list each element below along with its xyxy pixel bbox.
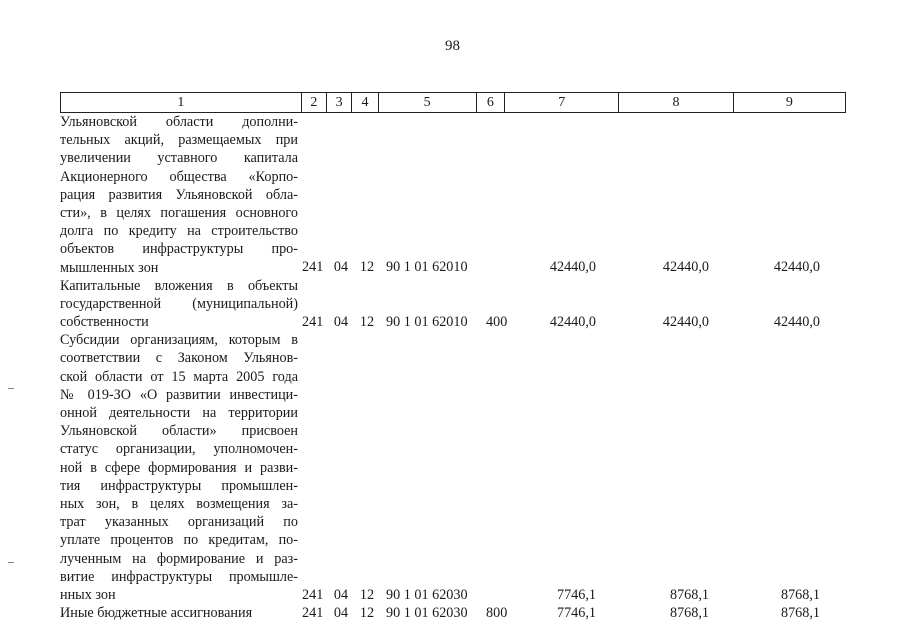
header-col-8: 8	[619, 93, 733, 113]
column-header-table	[60, 92, 846, 113]
budget-rows	[60, 113, 860, 622]
description-line: ной в сфере формирования и разви-	[60, 459, 298, 476]
description-line: трат указанных организаций по	[60, 514, 298, 531]
description-line: Капитальные вложения в объекты	[60, 277, 298, 294]
cell-col-2: 241	[302, 586, 324, 603]
page-number: 98	[445, 38, 460, 54]
description-line: долга по кредиту на строительство	[60, 223, 298, 240]
description-line: собственности	[60, 314, 149, 331]
description-line: витие инфраструктуры промышле-	[60, 568, 298, 585]
cell-col-4: 12	[359, 259, 375, 276]
description-line: соответствии с Законом Ульянов-	[60, 350, 298, 367]
margin-mark	[8, 388, 14, 389]
cell-col-4: 12	[359, 314, 375, 331]
cell-col-2: 241	[302, 605, 324, 622]
description-line: увеличении уставного капитала	[60, 150, 298, 167]
description-line: нных зон	[60, 586, 116, 603]
cell-col-9: 8768,1	[780, 605, 820, 622]
table-row	[60, 604, 860, 622]
row-description	[60, 331, 298, 604]
cell-col-9: 42440,0	[773, 259, 820, 276]
description-line: ных зон, в целях возмещения за-	[60, 495, 298, 512]
cell-col-6: 400	[486, 314, 508, 331]
cell-col-8: 42440,0	[662, 259, 709, 276]
cell-col-7: 42440,0	[549, 259, 596, 276]
header-col-1: 1	[61, 93, 302, 113]
description-line: статус организации, уполномочен-	[60, 441, 298, 458]
description-line: государственной (муниципальной)	[60, 295, 298, 312]
description-line: Ульяновской области дополни-	[60, 114, 298, 130]
description-line: рация развития Ульяновской обла-	[60, 186, 298, 203]
description-line: онной деятельности на территории	[60, 405, 298, 421]
cell-col-7: 42440,0	[549, 314, 596, 331]
cell-col-3: 04	[333, 605, 349, 622]
cell-col-6: 800	[486, 605, 508, 622]
header-col-3: 3	[327, 93, 352, 113]
description-line: мышленных зон	[60, 259, 159, 276]
description-line: тельных акций, размещаемых при	[60, 132, 298, 149]
description-line: Ульяновской области» присвоен	[60, 423, 298, 440]
cell-col-4: 12	[359, 605, 375, 622]
header-col-4: 4	[352, 93, 378, 113]
row-description	[60, 277, 298, 332]
cell-col-3: 04	[333, 586, 349, 603]
header-col-7: 7	[505, 93, 619, 113]
cell-col-5: 90 1 01 62030	[386, 605, 468, 622]
description-line: ской области от 15 марта 2005 года	[60, 368, 298, 385]
cell-col-8: 8768,1	[669, 586, 709, 603]
table-row	[60, 113, 860, 277]
table-row	[60, 277, 860, 332]
description-line: № 019-ЗО «О развитии инвестици-	[60, 386, 298, 403]
row-description	[60, 604, 298, 622]
cell-col-3: 04	[333, 314, 349, 331]
description-line: объектов инфраструктуры про-	[60, 241, 298, 258]
cell-col-3: 04	[333, 259, 349, 276]
description-line: Акционерного общества «Корпо-	[60, 168, 298, 185]
row-description	[60, 113, 298, 277]
description-line: лученным на формирование и раз-	[60, 550, 298, 567]
cell-col-4: 12	[359, 586, 375, 603]
cell-col-2: 241	[302, 259, 324, 276]
header-col-9: 9	[733, 93, 845, 113]
cell-col-9: 42440,0	[773, 314, 820, 331]
table-row	[60, 331, 860, 604]
description-line: сти», в целях погашения основного	[60, 204, 298, 221]
cell-col-8: 8768,1	[669, 605, 709, 622]
description-line: тия инфраструктуры промышлен-	[60, 477, 298, 494]
cell-col-2: 241	[302, 314, 324, 331]
cell-col-5: 90 1 01 62010	[386, 314, 468, 331]
description-line: Иные бюджетные ассигнования	[60, 605, 253, 622]
header-col-6: 6	[476, 93, 504, 113]
header-row	[61, 93, 846, 113]
header-col-5: 5	[378, 93, 476, 113]
cell-col-5: 90 1 01 62010	[386, 259, 468, 276]
description-line: уплате процентов по кредитам, по-	[60, 532, 298, 549]
header-col-2: 2	[301, 93, 326, 113]
cell-col-7: 7746,1	[556, 586, 596, 603]
cell-col-8: 42440,0	[662, 314, 709, 331]
cell-col-5: 90 1 01 62030	[386, 586, 468, 603]
cell-col-7: 7746,1	[556, 605, 596, 622]
cell-col-9: 8768,1	[780, 586, 820, 603]
margin-mark	[8, 562, 14, 563]
description-line: Субсидии организациям, которым в	[60, 332, 298, 349]
